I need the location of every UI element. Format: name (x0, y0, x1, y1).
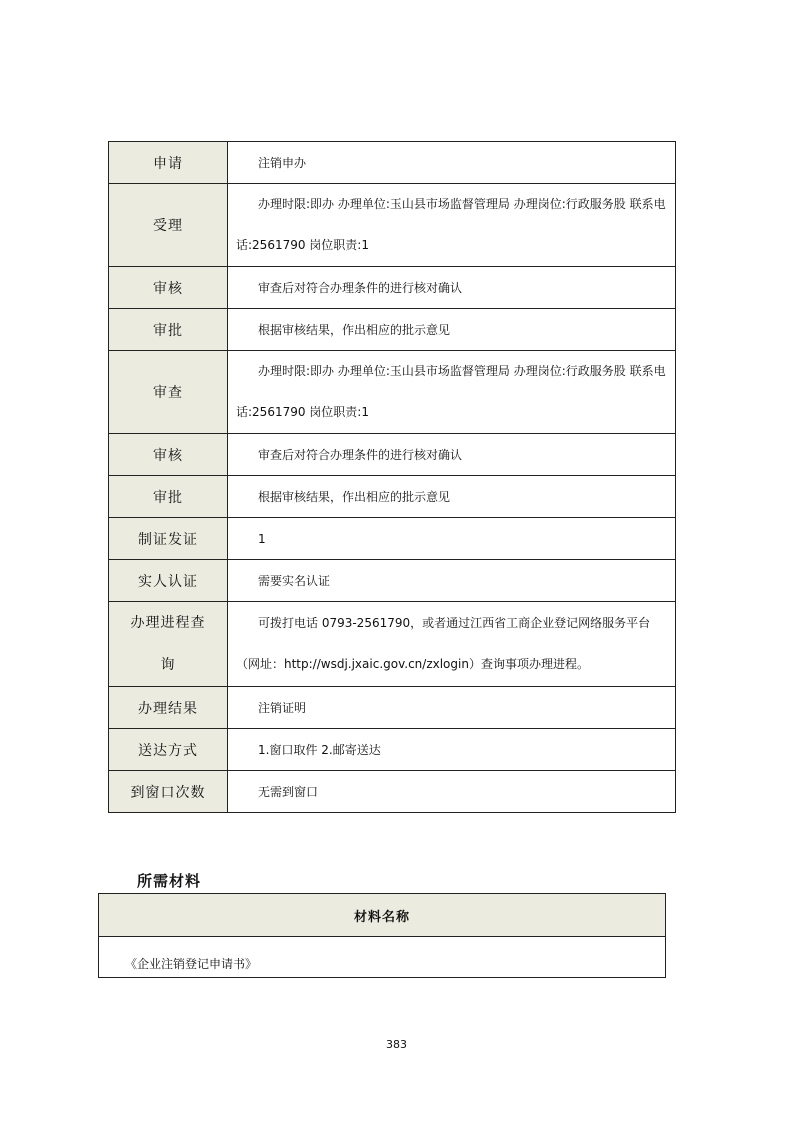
process-table (108, 141, 676, 813)
row-value: 审查后对符合办理条件的进行核对确认 (228, 434, 676, 476)
row-label: 审核 (109, 267, 228, 309)
row-label: 制证发证 (109, 518, 228, 560)
row-value-line: 办理时限:即办 办理单位:玉山县市场监督管理局 办理岗位:行政服务股 联系电 (258, 197, 666, 211)
table-row (109, 771, 676, 813)
table-row (109, 518, 676, 560)
row-label: 审批 (109, 309, 228, 351)
section-title: 所需材料 (137, 872, 202, 890)
row-value-line: 话:2561790 岗位职责:1 (236, 405, 369, 419)
table-row (109, 142, 676, 184)
row-label: 实人认证 (109, 560, 228, 602)
row-value: 1 (228, 518, 676, 560)
row-value-line: 办理时限:即办 办理单位:玉山县市场监督管理局 办理岗位:行政服务股 联系电 (258, 364, 666, 378)
row-value-line: 话:2561790 岗位职责:1 (236, 238, 369, 252)
row-value-line: （网址：http://wsdj.jxaic.gov.cn/zxlogin）查询事项办理进程。 (236, 657, 589, 671)
row-value: 根据审核结果，作出相应的批示意见 (228, 476, 676, 518)
row-value: 无需到窗口 (228, 771, 676, 813)
column-header: 材料名称 (99, 894, 666, 937)
material-item: 《企业注销登记申请书》 (99, 937, 666, 978)
row-value: 根据审核结果，作出相应的批示意见 (228, 309, 676, 351)
row-value (228, 351, 676, 434)
row-label-line: 询 (160, 657, 176, 673)
table-row (109, 434, 676, 476)
row-value: 1.窗口取件 2.邮寄送达 (228, 729, 676, 771)
table-row (109, 351, 676, 434)
row-label: 送达方式 (109, 729, 228, 771)
row-value: 注销证明 (228, 687, 676, 729)
row-label-line: 办理进程查 (130, 615, 206, 631)
row-value: 需要实名认证 (228, 560, 676, 602)
row-value-line: 可拨打电话 0793-2561790，或者通过江西省工商企业登记网络服务平台 (258, 616, 651, 630)
row-value: 审查后对符合办理条件的进行核对确认 (228, 267, 676, 309)
row-label: 审核 (109, 434, 228, 476)
row-label (109, 602, 228, 687)
page-number: 383 (386, 1038, 407, 1051)
table-row (109, 729, 676, 771)
table-row (109, 309, 676, 351)
row-label: 审批 (109, 476, 228, 518)
row-label: 审查 (109, 351, 228, 434)
table-row (109, 560, 676, 602)
row-label: 申请 (109, 142, 228, 184)
table-row (109, 687, 676, 729)
table-row (99, 937, 666, 978)
row-value (228, 602, 676, 687)
table-header-row (99, 894, 666, 937)
row-label: 办理结果 (109, 687, 228, 729)
table-row (109, 602, 676, 687)
materials-table (98, 893, 666, 978)
row-value: 注销申办 (228, 142, 676, 184)
row-label: 受理 (109, 184, 228, 267)
row-value (228, 184, 676, 267)
row-label: 到窗口次数 (109, 771, 228, 813)
table-row (109, 184, 676, 267)
table-row (109, 476, 676, 518)
table-row (109, 267, 676, 309)
